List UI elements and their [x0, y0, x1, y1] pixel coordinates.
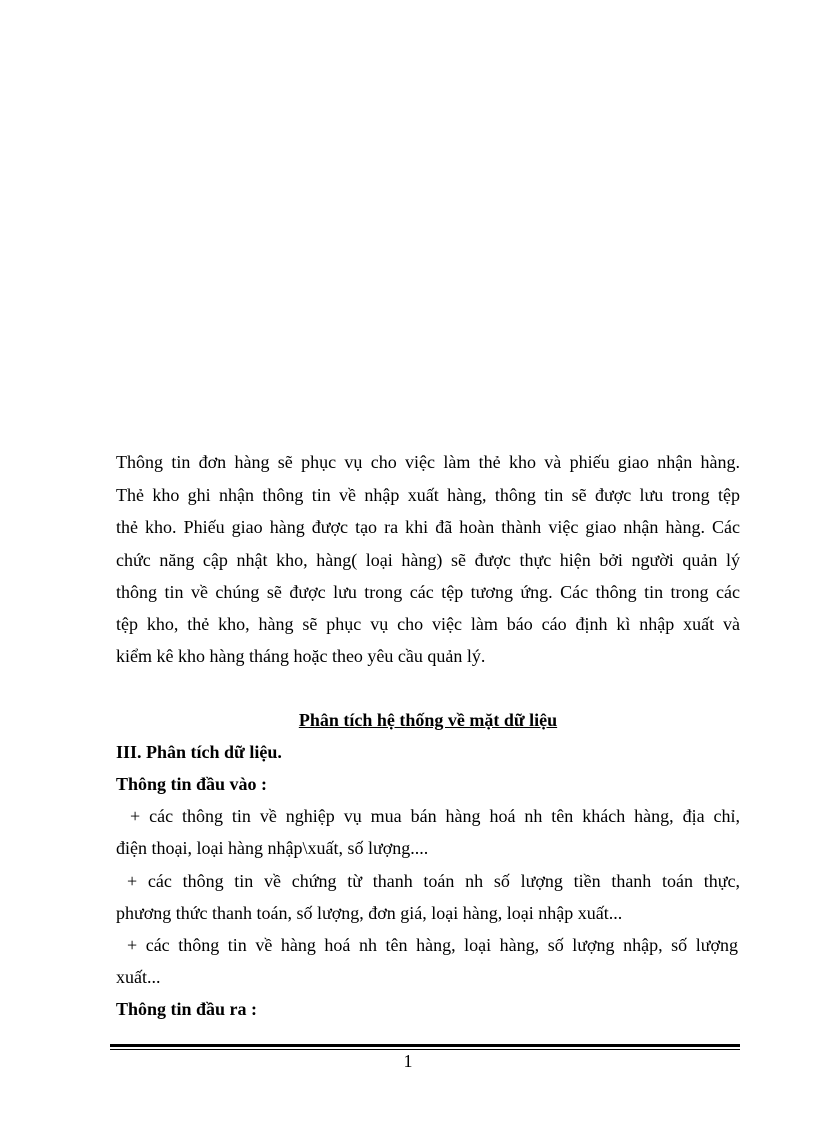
- paragraph-line: tệp kho, thẻ kho, hàng sẽ phục vụ cho việc làm báo cáo định kì nhập xuất và: [116, 614, 740, 634]
- input-line: + các thông tin về chứng từ thanh toán nh số lượng tiền thanh toán thực,: [127, 871, 740, 891]
- input-line: + các thông tin về nghiệp vụ mua bán hàng hoá nh tên khách hàng, địa chỉ,: [130, 806, 740, 826]
- heading-iii: III. Phân tích dữ liệu.: [116, 742, 282, 762]
- section-title: Phân tích hệ thống về mặt dữ liệu: [298, 710, 558, 730]
- input-heading: Thông tin đầu vào :: [116, 774, 268, 794]
- paragraph-line: thẻ kho. Phiếu giao hàng được tạo ra khi đã hoàn thành việc giao nhận hàng. Các: [116, 517, 740, 537]
- paragraph-line: kiểm kê kho hàng tháng hoặc theo yêu cầu quản lý.: [116, 646, 486, 666]
- paragraph-line: chức năng cập nhật kho, hàng( loại hàng) sẽ được thực hiện bởi người quản lý: [116, 550, 740, 570]
- paragraph-line: thông tin về chúng sẽ được lưu trong các tệp tương ứng. Các thông tin trong các: [116, 582, 740, 602]
- paragraph-line: Thông tin đơn hàng sẽ phục vụ cho việc làm thẻ kho và phiếu giao nhận hàng.: [116, 452, 740, 472]
- paragraph-line: Thẻ kho ghi nhận thông tin về nhập xuất hàng, thông tin sẽ được lưu trong tệp: [116, 485, 740, 505]
- input-line: điện thoại, loại hàng nhập\xuất, số lượng....: [116, 838, 429, 858]
- input-line: xuất...: [116, 967, 161, 987]
- input-line: phương thức thanh toán, số lượng, đơn giá, loại hàng, loại nhập xuất...: [116, 903, 623, 923]
- input-line: + các thông tin về hàng hoá nh tên hàng, loại hàng, số lượng nhập, số lượng: [127, 935, 738, 955]
- output-heading: Thông tin đầu ra :: [116, 999, 258, 1019]
- footer-rule: [110, 1044, 740, 1047]
- page-number: 1: [403, 1051, 413, 1071]
